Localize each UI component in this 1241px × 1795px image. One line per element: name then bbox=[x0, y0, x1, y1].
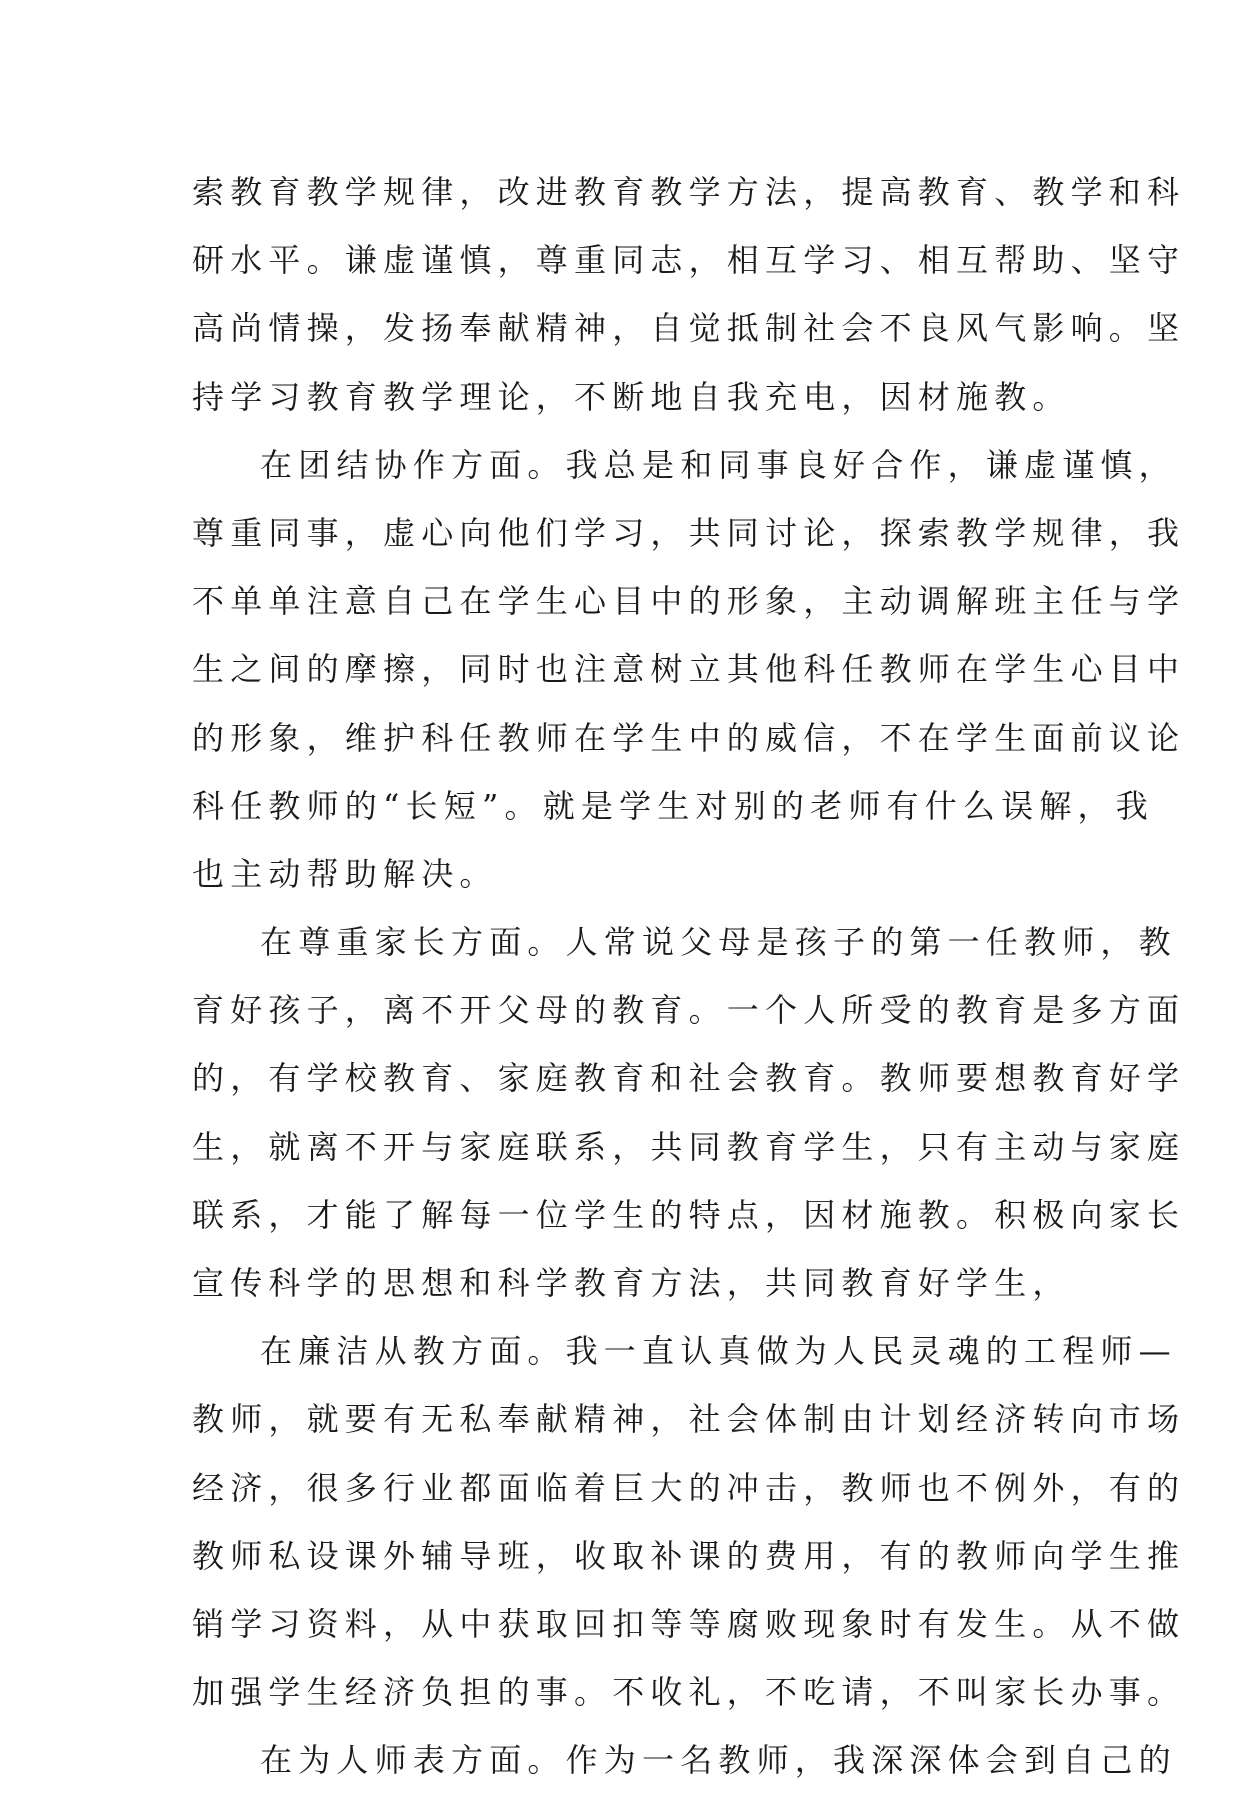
text-line: 宣传科学的思想和科学教育方法，共同教育好学生， bbox=[192, 1264, 1071, 1302]
paragraph-start-line: 在廉洁从教方面。我一直认真做为人民灵魂的工程师— bbox=[260, 1332, 1177, 1371]
body-text bbox=[192, 158, 1186, 1795]
text-line: 经济，很多行业都面临着巨大的冲击，教师也不例外，有的 bbox=[192, 1468, 1186, 1507]
text-line: 索教育教学规律，改进教育教学方法，提高教育、教学和科 bbox=[192, 173, 1186, 211]
text-line: 高尚情操，发扬奉献精神，自觉抵制社会不良风气影响。坚 bbox=[192, 309, 1186, 348]
text-line: 尊重同事，虚心向他们学习，共同讨论，探索教学规律，我 bbox=[192, 513, 1186, 552]
text-line: 育好孩子，离不开父母的教育。一个人所受的教育是多方面 bbox=[192, 991, 1186, 1030]
paragraph-start-line: 在团结协作方面。我总是和同事良好合作，谦虚谨慎， bbox=[260, 445, 1177, 484]
text-line: 教师私设课外辅导班，收取补课的费用，有的教师向学生推 bbox=[192, 1536, 1186, 1575]
paragraph-start-line: 在为人师表方面。作为一名教师，我深深体会到自己的 bbox=[260, 1741, 1177, 1780]
text-line: 生之间的摩擦，同时也注意树立其他科任教师在学生心目中 bbox=[192, 650, 1186, 689]
paragraph-start-line: 在尊重家长方面。人常说父母是孩子的第一任教师，教 bbox=[260, 923, 1177, 962]
text-line: 科任教师的“长短”。就是学生对别的老师有什么误解，我 bbox=[192, 786, 1154, 825]
text-line: 不单单注意自己在学生心目中的形象，主动调解班主任与学 bbox=[192, 582, 1186, 621]
text-line: 生，就离不开与家庭联系，共同教育学生，只有主动与家庭 bbox=[192, 1127, 1186, 1166]
text-line: 研水平。谦虚谨慎，尊重同志，相互学习、相互帮助、坚守 bbox=[192, 241, 1186, 280]
text-line: 的形象，维护科任教师在学生中的威信，不在学生面前议论 bbox=[192, 718, 1186, 757]
text-line: 销学习资料，从中获取回扣等等腐败现象时有发生。从不做 bbox=[192, 1604, 1186, 1643]
text-line: 联系，才能了解每一位学生的特点，因材施教。积极向家长 bbox=[192, 1195, 1186, 1234]
text-line: 的，有学校教育、家庭教育和社会教育。教师要想教育好学 bbox=[192, 1059, 1186, 1098]
text-line: 持学习教育教学理论，不断地自我充电，因材施教。 bbox=[192, 377, 1071, 416]
text-line: 也主动帮助解决。 bbox=[192, 854, 498, 893]
text-line: 教师，就要有无私奉献精神，社会体制由计划经济转向市场 bbox=[192, 1400, 1186, 1439]
text-line: 加强学生经济负担的事。不收礼，不吃请，不叫家长办事。 bbox=[192, 1673, 1186, 1712]
